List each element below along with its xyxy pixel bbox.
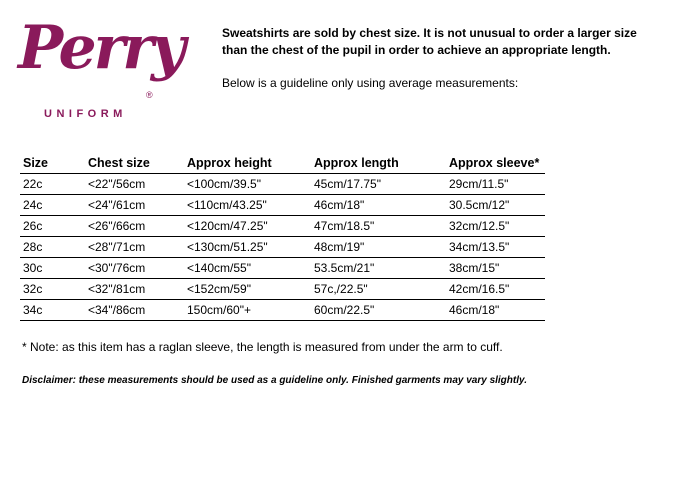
cell-chest: <28"/71cm (85, 237, 184, 258)
cell-sleeve: 29cm/11.5" (446, 174, 545, 195)
cell-height: <130cm/51.25" (184, 237, 311, 258)
size-chart-table (20, 154, 545, 321)
table-row (20, 216, 545, 237)
raglan-sleeve-note: * Note: as this item has a raglan sleeve, the length is measured from under the arm to cuff. (22, 340, 503, 354)
cell-sleeve: 38cm/15" (446, 258, 545, 279)
intro-text (222, 25, 692, 59)
cell-height: <152cm/59" (184, 279, 311, 300)
perry-uniform-logo (18, 13, 183, 123)
header-chest-size: Chest size (85, 154, 184, 174)
cell-sleeve: 42cm/16.5" (446, 279, 545, 300)
cell-chest: <30"/76cm (85, 258, 184, 279)
table-row (20, 279, 545, 300)
cell-size: 22c (20, 174, 85, 195)
cell-height: <120cm/47.25" (184, 216, 311, 237)
cell-length: 47cm/18.5" (311, 216, 446, 237)
cell-chest: <34"/86cm (85, 300, 184, 321)
disclaimer-text: Disclaimer: these measurements should be used as a guideline only. Finished garments may vary slightly. (22, 375, 527, 386)
cell-size: 24c (20, 195, 85, 216)
cell-size: 34c (20, 300, 85, 321)
cell-length: 46cm/18" (311, 195, 446, 216)
cell-size: 30c (20, 258, 85, 279)
header-approx-length: Approx length (311, 154, 446, 174)
guideline-text: Below is a guideline only using average measurements: (222, 76, 519, 90)
cell-length: 48cm/19" (311, 237, 446, 258)
table-header-row (20, 154, 545, 174)
table-row (20, 300, 545, 321)
cell-length: 57c,/22.5" (311, 279, 446, 300)
logo-subtitle: UNIFORM (44, 108, 127, 120)
cell-chest: <32"/81cm (85, 279, 184, 300)
cell-chest: <24"/61cm (85, 195, 184, 216)
cell-length: 53.5cm/21" (311, 258, 446, 279)
cell-height: <110cm/43.25" (184, 195, 311, 216)
cell-size: 26c (20, 216, 85, 237)
cell-sleeve: 30.5cm/12" (446, 195, 545, 216)
cell-height: <140cm/55" (184, 258, 311, 279)
table-row (20, 195, 545, 216)
intro-line-1: Sweatshirts are sold by chest size. It is not unusual to order a larger size (222, 26, 637, 40)
table-row (20, 174, 545, 195)
intro-line-2: than the chest of the pupil in order to achieve an appropriate length. (222, 43, 611, 57)
table-row (20, 237, 545, 258)
cell-height: 150cm/60"+ (184, 300, 311, 321)
cell-chest: <22"/56cm (85, 174, 184, 195)
cell-sleeve: 32cm/12.5" (446, 216, 545, 237)
registered-mark: ® (146, 90, 153, 100)
cell-chest: <26"/66cm (85, 216, 184, 237)
logo-wordmark: Perry (18, 13, 183, 83)
cell-length: 45cm/17.75" (311, 174, 446, 195)
cell-sleeve: 34cm/13.5" (446, 237, 545, 258)
cell-height: <100cm/39.5" (184, 174, 311, 195)
header-approx-height: Approx height (184, 154, 311, 174)
header-size: Size (20, 154, 85, 174)
cell-size: 28c (20, 237, 85, 258)
header-approx-sleeve: Approx sleeve* (446, 154, 545, 174)
cell-sleeve: 46cm/18" (446, 300, 545, 321)
cell-size: 32c (20, 279, 85, 300)
table-row (20, 258, 545, 279)
cell-length: 60cm/22.5" (311, 300, 446, 321)
